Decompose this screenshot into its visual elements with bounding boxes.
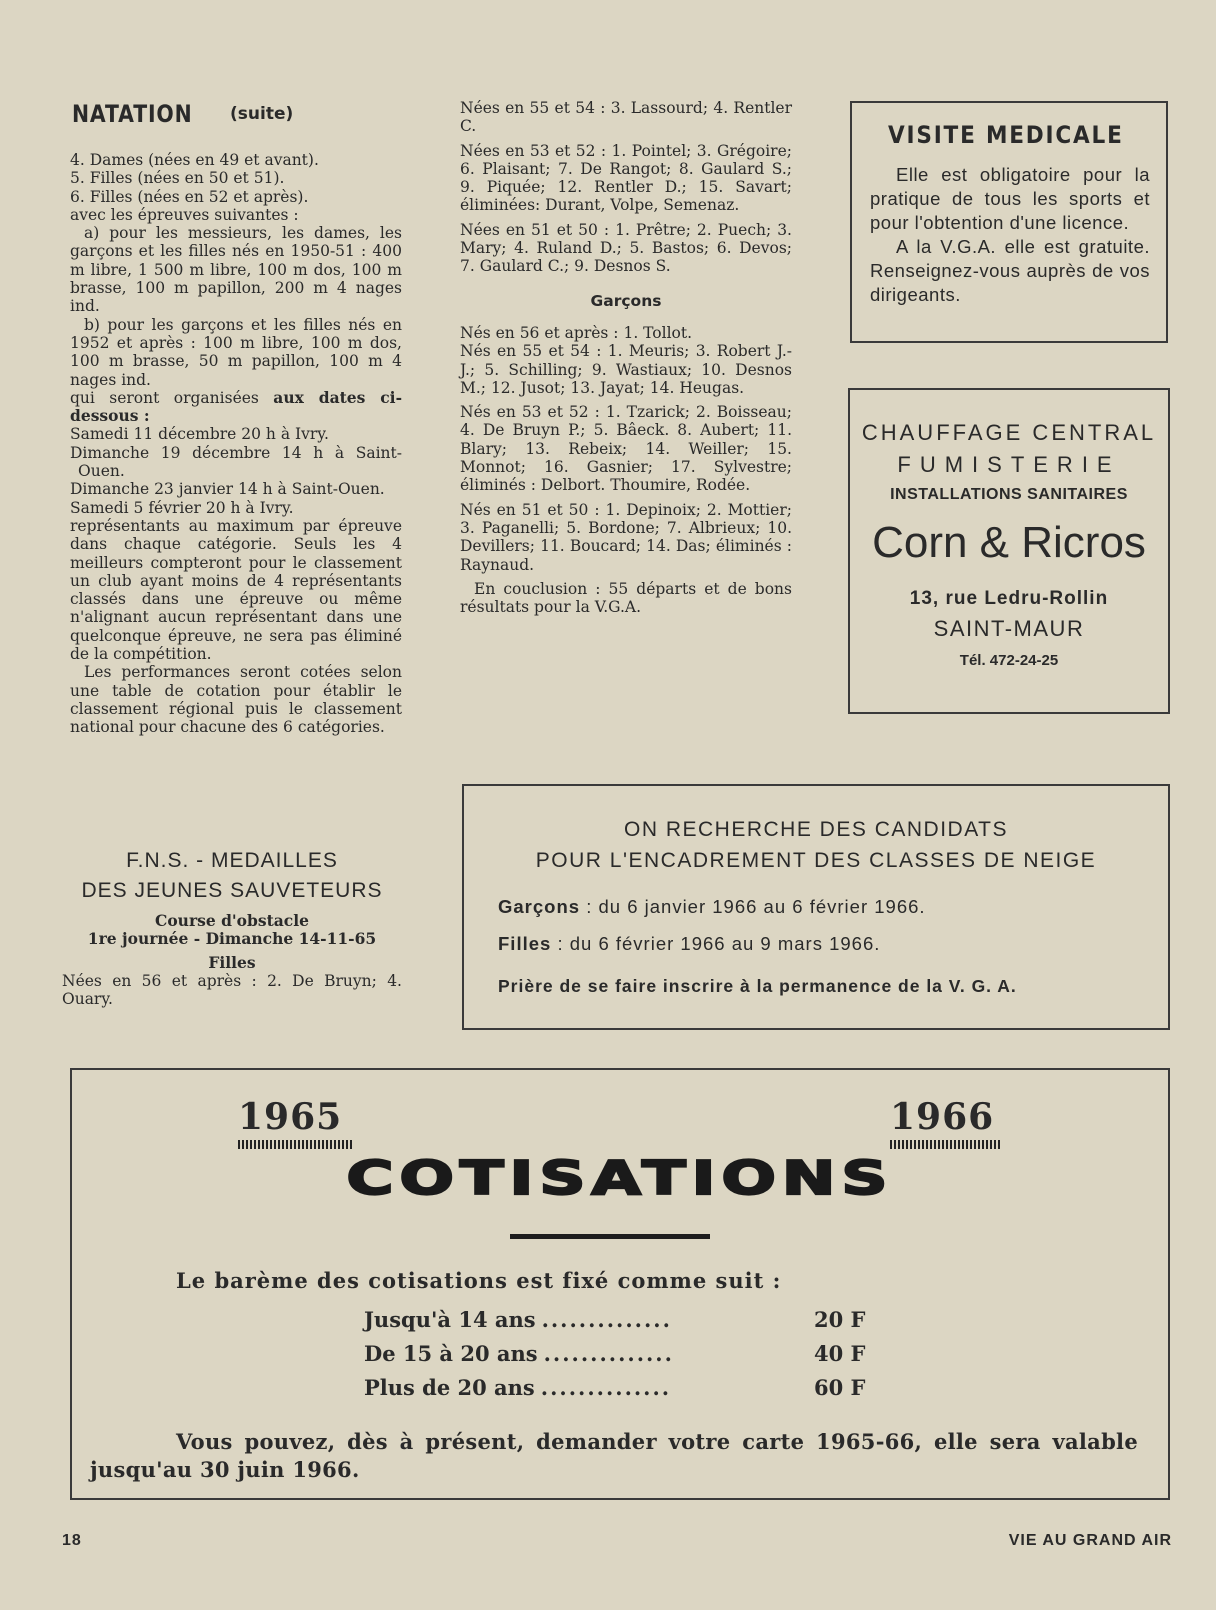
rate-row (364, 1336, 884, 1370)
rates-table (364, 1302, 884, 1404)
results-garcons-item: Nés en 51 et 50 : 1. Depinoix; 2. Mottier; 3. Paganelli; 5. Bordone; 7. Albrieux; 10. Devillers; 11. Boucard; 14. Das; éliminés : Raynaud. (460, 500, 792, 574)
recruit-filles (498, 933, 880, 955)
results-conclusion: En couclusion : 55 départs et de bons résultats pour la V.G.A. (460, 579, 792, 617)
recruit-note: Prière de se faire inscrire à la permanence de la V. G. A. (498, 976, 1017, 996)
results-column (460, 99, 792, 616)
results-garcons-heading: Garçons (590, 291, 662, 310)
year-left-block (238, 1096, 358, 1149)
natation-title-block (72, 100, 402, 134)
natation-line: a) pour les messieurs, les dames, les garçons et les filles nés en 1950-51 : 400 m libre, 1 500 m libre, 100 m dos, 100 m brasse, 100 m papillon, 200 m 4 nages ind. (70, 224, 402, 316)
recruit-head2: POUR L'ENCADREMENT DES CLASSES DE NEIGE (535, 849, 1097, 872)
ad-city: SAINT-MAUR (933, 616, 1085, 641)
cotisations-footer: Vous pouvez, dès à présent, demander votre carte 1965-66, elle sera valable jusqu'au 30 juin 1966. (90, 1429, 1138, 1482)
year-left: 1965 (238, 1096, 343, 1138)
rate-row (364, 1302, 884, 1336)
ad-line2: FUMISTERIE (897, 452, 1121, 477)
fns-section (62, 846, 402, 1009)
ad-box (848, 388, 1170, 714)
magazine-name: VIE AU GRAND AIR (1008, 1532, 1172, 1549)
natation-body (70, 151, 402, 737)
visite-title: VISITE MEDICALE (888, 121, 1124, 149)
natation-line: qui seront organisées (70, 388, 259, 407)
rate-row (364, 1370, 884, 1404)
rate-price: 20 F (814, 1306, 866, 1332)
bareme-intro: Le barème des cotisations est fixé comme suit : (176, 1268, 782, 1293)
fns-title-line1: F.N.S. - MEDAILLES (126, 849, 338, 872)
natation-line: Samedi 5 février 20 h à Ivry. (70, 498, 294, 517)
rate-label: De 15 à 20 ans (364, 1340, 538, 1366)
recruit-box (462, 784, 1170, 1030)
fns-filles-text: Nées en 56 et après : 2. De Bruyn; 4. Ouary. (62, 972, 402, 1009)
cotisations-title: COTISATIONS (346, 1152, 894, 1206)
fns-journee: 1re journée - Dimanche 14-11-65 (87, 929, 377, 948)
ad-line1: CHAUFFAGE CENTRAL (861, 420, 1157, 445)
natation-line-bold: aux dates ci-dessous : (70, 387, 402, 426)
recruit-garcons-text: : du 6 janvier 1966 au 6 février 1966. (586, 896, 926, 917)
natation-line: Dimanche 19 décembre 14 h à Saint-Ouen. (70, 443, 402, 481)
rate-label: Jusqu'à 14 ans (364, 1306, 536, 1332)
rate-dots: .............. (543, 1340, 674, 1366)
rate-price: 60 F (814, 1374, 866, 1400)
ad-address: 13, rue Ledru-Rollin (909, 588, 1109, 609)
year-left-ticks (238, 1140, 354, 1149)
rate-label: Plus de 20 ans (364, 1374, 535, 1400)
visite-medicale-box (850, 101, 1168, 343)
year-right-ticks (890, 1140, 1002, 1149)
natation-line: 6. Filles (nées en 52 et après). (70, 187, 309, 206)
rate-dots: .............. (540, 1374, 672, 1400)
recruit-garcons (498, 896, 926, 918)
rate-price: 40 F (814, 1340, 866, 1366)
natation-line: Dimanche 23 janvier 14 h à Saint-Ouen. (70, 480, 385, 499)
title-underline (510, 1234, 710, 1239)
rate-dots: .............. (541, 1306, 672, 1332)
visite-p1: Elle est obligatoire pour la pratique de tous les sports et pour l'obtention d'une licence. (870, 164, 1150, 233)
results-garcons-item: Nés en 55 et 54 : 1. Meuris; 3. Robert J.-J.; 5. Schilling; 9. Wastiaux; 10. Desnos M.; 12. Jusot; 13. Jayat; 14. Heugas. (460, 342, 792, 397)
ad-tel: Tél. 472-24-25 (959, 652, 1059, 669)
fns-filles-heading: Filles (208, 953, 256, 972)
visite-p2: A la V.G.A. elle est gratuite. Renseignez-vous auprès de vos dirigeants. (870, 236, 1150, 305)
recruit-garcons-label: Garçons (498, 896, 581, 917)
results-filles-item: Nées en 55 et 54 : 3. Lassourd; 4. Rentler C. (460, 99, 792, 136)
results-filles-item: Nées en 51 et 50 : 1. Prêtre; 2. Puech; 3. Mary; 4. Ruland D.; 5. Bastos; 6. Devos; 7. Gaulard C.; 9. Desnos S. (460, 220, 792, 276)
visite-text (870, 163, 1150, 307)
fns-course: Course d'obstacle (155, 911, 309, 930)
natation-line: avec les épreuves suivantes : (70, 205, 299, 224)
natation-line: Les performances seront cotées selon une table de cotation pour établir le classement régional puis le classement national pour chacune des 6 catégories. (70, 663, 402, 737)
natation-line: Samedi 11 décembre 20 h à Ivry. (70, 425, 329, 444)
ad-line3: INSTALLATIONS SANITAIRES (890, 486, 1128, 503)
fns-title-line2: DES JEUNES SAUVETEURS (81, 879, 383, 902)
natation-dates-intro (70, 389, 402, 426)
natation-title: NATATION (72, 100, 193, 128)
natation-suffix: (suite) (230, 104, 294, 124)
recruit-filles-label: Filles (498, 933, 552, 954)
natation-line: représentants au maximum par épreuve dans chaque catégorie. Seuls les 4 meilleurs compteront pour le classement un club ayant moins de 4 représentants classés dans une épreuve ou même n'alignant aucun représentant dans une quelconque épreuve, ne sera pas éliminé de la compétition. (70, 516, 402, 664)
results-garcons-item: Nés en 56 et après : 1. Tollot. (460, 323, 693, 342)
year-right: 1966 (890, 1096, 995, 1138)
results-garcons-item: Nés en 53 et 52 : 1. Tzarick; 2. Boisseau; 4. De Bruyn P.; 5. Bâeck. 8. Aubert; 11. Blary; 13. Rebeix; 14. Weiller; 15. Monnot; 16. Gasnier; 17. Sylvestre; éliminés : Delbort. Thoumire, Rodée. (460, 403, 792, 495)
page-number: 18 (62, 1532, 82, 1549)
natation-line: b) pour les garçons et les filles nés en 1952 et après : 100 m libre, 100 m dos, 100 m brasse, 50 m papillon, 100 m 4 nages ind. (70, 315, 402, 389)
recruit-filles-text: : du 6 février 1966 au 9 mars 1966. (557, 933, 881, 954)
year-right-block (890, 1096, 1010, 1149)
natation-line: 4. Dames (nées en 49 et avant). (70, 151, 319, 169)
results-filles-item: Nées en 53 et 52 : 1. Pointel; 3. Grégoire; 6. Plaisant; 7. De Rangot; 8. Gaulard S.; 9. Piquée; 12. Rentler D.; 15. Savart; éliminées: Durant, Volpe, Semenaz. (460, 141, 792, 215)
cotisations-box (70, 1068, 1170, 1500)
recruit-head1: ON RECHERCHE DES CANDIDATS (624, 818, 1008, 841)
natation-line: 5. Filles (nées en 50 et 51). (70, 169, 285, 188)
ad-company: Corn & Ricros (872, 518, 1146, 567)
